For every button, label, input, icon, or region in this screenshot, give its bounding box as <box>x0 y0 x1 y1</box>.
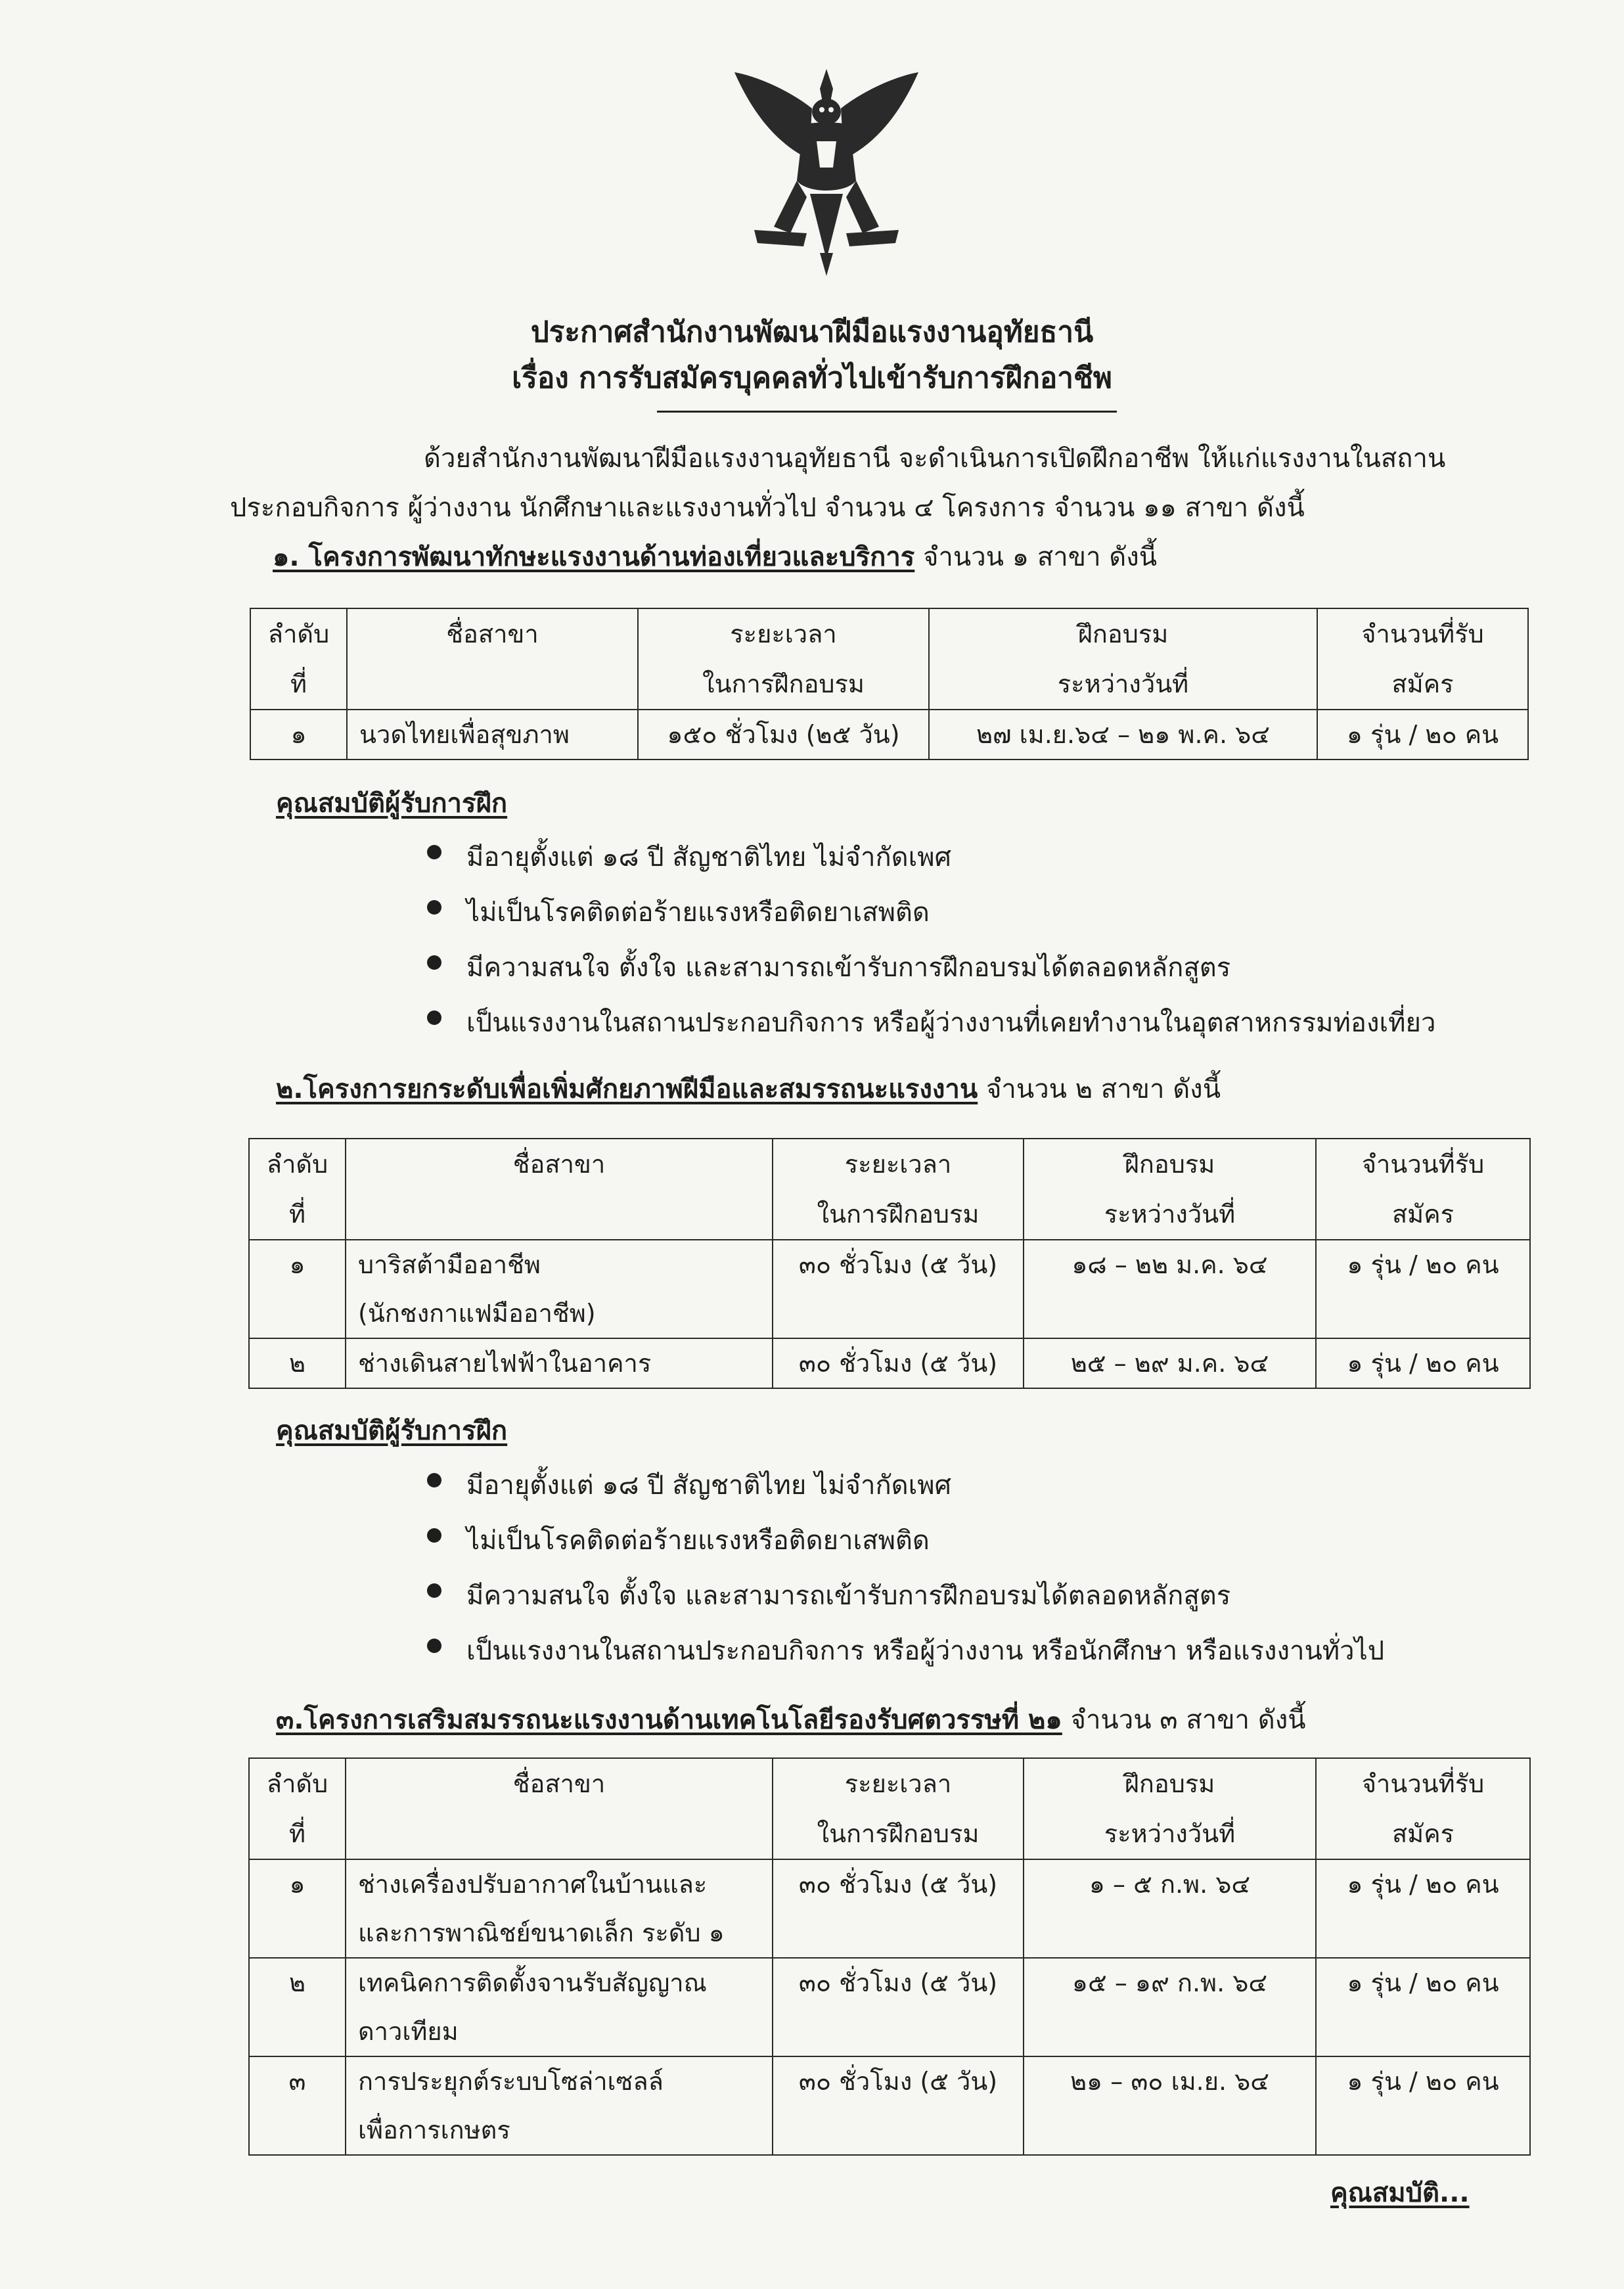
list-item: เป็นแรงงานในสถานประกอบกิจการ หรือผู้ว่างงานที่เคยทำงานในอุตสาหกรรมท่องเที่ยว <box>427 1001 1435 1056</box>
table-header-row <box>249 1139 1530 1240</box>
list-item: ไม่เป็นโรคติดต่อร้ายแรงหรือติดยาเสพติด <box>427 891 1435 946</box>
table-row: ๑ บาริสต้ามืออาชีพ (นักชงกาแฟมืออาชีพ) ๓๐ ชั่วโมง (๕ วัน) ๑๘ – ๒๒ ม.ค. ๖๔ ๑ รุ่น / ๒๐ คน <box>249 1240 1530 1338</box>
header-dates: ฝึกอบรม ระหว่างวันที่ <box>1024 1139 1316 1240</box>
continued-marker: คุณสมบัติ... <box>1330 2178 1470 2208</box>
header-duration: ระยะเวลา ในการฝึกอบรม <box>773 1139 1024 1240</box>
header-dates: ฝึกอบรม ระหว่างวันที่ <box>929 608 1317 710</box>
header-seats: จำนวนที่รับ สมัคร <box>1316 1758 1530 1859</box>
header-seats: จำนวนที่รับ สมัคร <box>1317 608 1528 710</box>
header-seats: จำนวนที่รับ สมัคร <box>1316 1139 1530 1240</box>
header-name: ชื่อสาขา <box>346 1758 773 1859</box>
table-row: ๑ นวดไทยเพื่อสุขภาพ ๑๕๐ ชั่วโมง (๒๕ วัน) ๒๗ เม.ย.๖๔ – ๒๑ พ.ค. ๖๔ ๑ รุ่น / ๒๐ คน <box>250 710 1528 759</box>
table-header-row <box>250 608 1528 710</box>
header-dates: ฝึกอบรม ระหว่างวันที่ <box>1024 1758 1316 1859</box>
section-2-heading <box>276 1068 1221 1110</box>
announcement-subject: เรื่อง การรับสมัครบุคคลทั่วไปเข้ารับการฝึกอาชีพ <box>512 361 1112 395</box>
table-row: ๒ เทคนิคการติดตั้งจานรับสัญญาณ ดาวเทียม ๓๐ ชั่วโมง (๕ วัน) ๑๕ – ๑๙ ก.พ. ๖๔ ๑ รุ่น / ๒๐ คน <box>249 1958 1530 2056</box>
list-item: มีความสนใจ ตั้งใจ และสามารถเข้ารับการฝึกอบรมได้ตลอดหลักสูตร <box>427 1574 1384 1629</box>
header-no: ลำดับ ที่ <box>249 1758 346 1859</box>
section-1-qual-title: คุณสมบัติผู้รับการฝึก <box>276 788 508 819</box>
section-1-count: จำนวน ๑ สาขา ดังนี้ <box>914 542 1158 572</box>
header-no: ลำดับ ที่ <box>250 608 347 710</box>
list-item: มีอายุตั้งแต่ ๑๘ ปี สัญชาติไทย ไม่จำกัดเพศ <box>427 1464 1384 1519</box>
section-2-table <box>248 1138 1531 1389</box>
table-row: ๓ การประยุกต์ระบบโซล่าเซลล์ เพื่อการเกษตร ๓๐ ชั่วโมง (๕ วัน) ๒๑ – ๓๐ เม.ย. ๖๔ ๑ รุ่น / ๒๐ คน <box>249 2056 1530 2155</box>
header-no: ลำดับ ที่ <box>249 1139 346 1240</box>
section-1-qual-list <box>427 836 1435 1056</box>
header-name: ชื่อสาขา <box>347 608 638 710</box>
section-3-title: ๓.โครงการเสริมสมรรถนะแรงงานด้านเทคโนโลยีรองรับศตวรรษที่ ๒๑ <box>276 1705 1062 1735</box>
list-item: เป็นแรงงานในสถานประกอบกิจการ หรือผู้ว่างงาน หรือนักศึกษา หรือแรงงานทั่วไป <box>427 1629 1384 1685</box>
table-header-row <box>249 1758 1530 1859</box>
announcement-title: ประกาศสำนักงานพัฒนาฝีมือแรงงานอุทัยธานี <box>530 315 1094 349</box>
section-3-count: จำนวน ๓ สาขา ดังนี้ <box>1062 1705 1306 1735</box>
section-3-heading <box>276 1698 1306 1740</box>
list-item: ไม่เป็นโรคติดต่อร้ายแรงหรือติดยาเสพติด <box>427 1519 1384 1574</box>
section-2-title: ๒.โครงการยกระดับเพื่อเพิ่มศักยภาพฝีมือและสมรรถนะแรงงาน <box>276 1074 978 1104</box>
intro-line-2: ประกอบกิจการ ผู้ว่างงาน นักศึกษาและแรงงานทั่วไป จำนวน ๔ โครงการ จำนวน ๑๑ สาขา ดังนี้ <box>230 493 1305 523</box>
garuda-emblem <box>728 62 925 279</box>
section-1-title: ๑. โครงการพัฒนาทักษะแรงงานด้านท่องเที่ยวและบริการ <box>273 542 915 572</box>
section-3-table <box>248 1757 1531 2156</box>
header-duration: ระยะเวลา ในการฝึกอบรม <box>773 1758 1024 1859</box>
section-2-qual-list <box>427 1464 1384 1685</box>
intro-line-1: ด้วยสำนักงานพัฒนาฝีมือแรงงานอุทัยธานี จะดำเนินการเปิดฝึกอาชีพ ให้แก่แรงงานในสถาน <box>424 443 1446 474</box>
section-2-count: จำนวน ๒ สาขา ดังนี้ <box>978 1074 1221 1104</box>
list-item: มีความสนใจ ตั้งใจ และสามารถเข้ารับการฝึกอบรมได้ตลอดหลักสูตร <box>427 946 1435 1001</box>
title-underline <box>657 411 1117 413</box>
header-name: ชื่อสาขา <box>346 1139 773 1240</box>
table-row: ๒ ช่างเดินสายไฟฟ้าในอาคาร ๓๐ ชั่วโมง (๕ วัน) ๒๕ – ๒๙ ม.ค. ๖๔ ๑ รุ่น / ๒๐ คน <box>249 1338 1530 1388</box>
section-2-qual-title: คุณสมบัติผู้รับการฝึก <box>276 1416 508 1446</box>
header-duration: ระยะเวลา ในการฝึกอบรม <box>638 608 929 710</box>
section-1-heading <box>273 535 1157 578</box>
table-row: ๑ ช่างเครื่องปรับอากาศในบ้านและ และการพาณิชย์ขนาดเล็ก ระดับ ๑ ๓๐ ชั่วโมง (๕ วัน) ๑ – ๕ ก.พ. ๖๔ ๑ รุ่น / ๒๐ คน <box>249 1859 1530 1958</box>
section-1-table <box>250 608 1529 760</box>
list-item: มีอายุตั้งแต่ ๑๘ ปี สัญชาติไทย ไม่จำกัดเพศ <box>427 836 1435 891</box>
